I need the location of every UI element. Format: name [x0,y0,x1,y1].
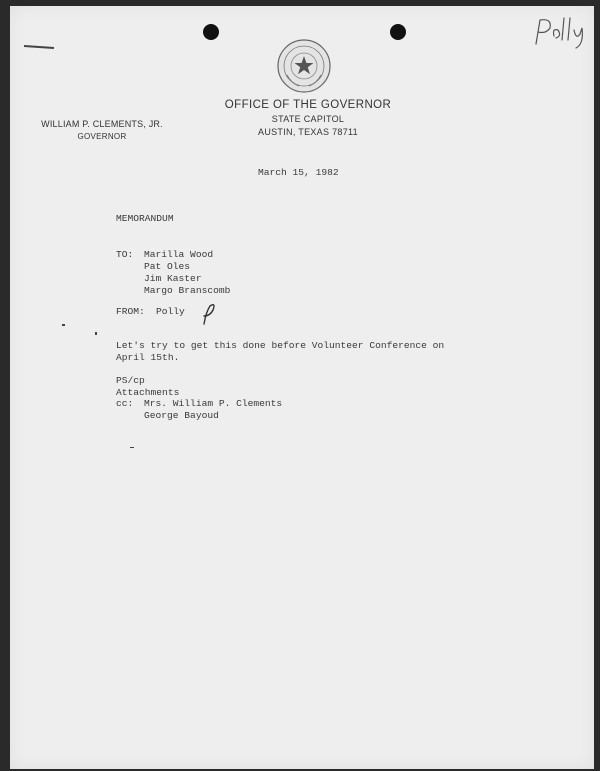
stray-mark [130,447,134,448]
office-title: OFFICE OF THE GOVERNOR [224,99,392,111]
state-seal-icon [277,39,331,93]
handwritten-polly-note [530,14,592,50]
recipient: Margo Branscomb [144,285,231,296]
memo-date: March 15, 1982 [258,167,339,178]
initial-signature-icon [196,302,220,326]
attachments: Attachments [116,387,180,398]
letterhead-left [37,118,167,143]
recipient: Pat Oles [144,261,191,272]
address-line-2: AUSTIN, TEXAS 78711 [258,127,358,137]
recipient: Marilla Wood [144,249,214,260]
cc-recipient: George Bayoud [144,410,219,421]
memo-heading: MEMORANDUM [116,213,174,224]
stray-mark [24,45,54,49]
governor-title: GOVERNOR [77,132,127,141]
from-name: Polly [156,306,185,317]
memo-page [10,6,594,769]
cc-recipient: Mrs. William P. Clements [144,398,283,409]
stray-dot [95,332,97,335]
recipient: Jim Kaster [144,273,202,284]
binder-hole-right [390,24,406,40]
letterhead-center [200,98,416,139]
from-label: FROM: [116,306,145,317]
initials: PS/cp [116,375,145,386]
cc-label: cc: [116,398,134,409]
governor-name: WILLIAM P. CLEMENTS, JR. [41,119,163,129]
to-label: TO: [116,249,134,260]
address-line-1: STATE CAPITOL [271,114,345,124]
body-line-1: Let's try to get this done before Volunteer Conference on [116,340,445,351]
body-line-2: April 15th. [116,352,180,363]
binder-hole-left [203,24,219,40]
stray-dot [62,324,65,326]
